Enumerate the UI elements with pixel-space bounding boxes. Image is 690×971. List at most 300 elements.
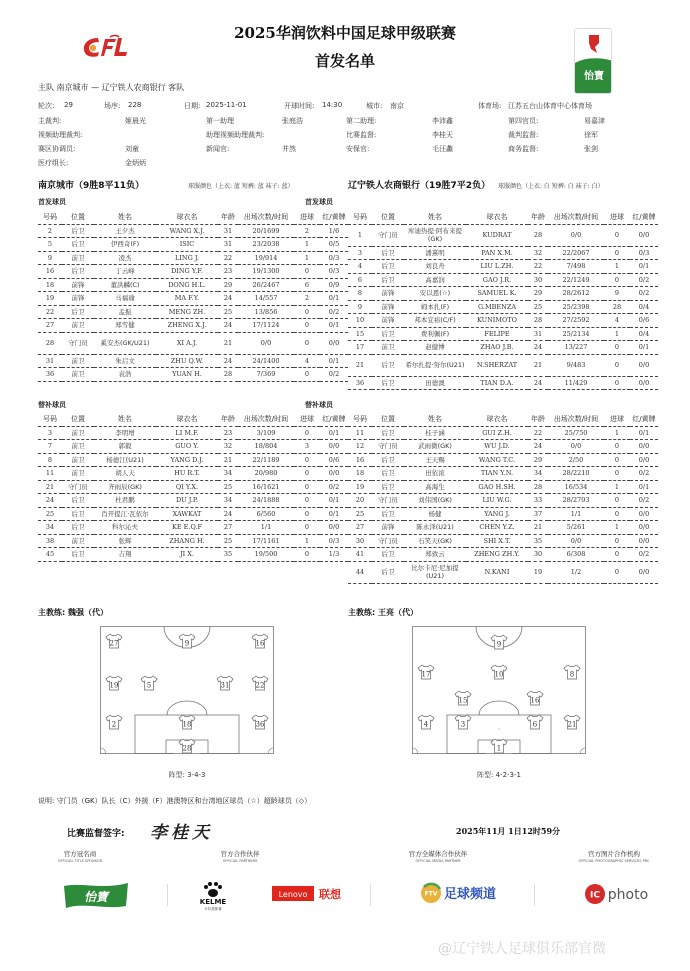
player-shirt-name: JI X. bbox=[156, 548, 218, 562]
away-team-record: （19胜7平2负） bbox=[420, 181, 491, 191]
player-age: 22 bbox=[218, 251, 238, 265]
player-apps: 26/2467 bbox=[238, 278, 294, 292]
player-shirt-number: 22 bbox=[255, 681, 265, 690]
signature-time: 2025年11月 1日12时59分 bbox=[456, 826, 561, 836]
player-cards: 0/2 bbox=[630, 287, 658, 301]
player-apps: 24/1400 bbox=[238, 354, 294, 368]
official-label: 商务监督: bbox=[508, 145, 539, 153]
player-shirt-name: CHEN Y.Z. bbox=[466, 521, 528, 535]
player-cards: 0/0 bbox=[630, 507, 658, 521]
home-formation: 阵型: 3-4-3 bbox=[168, 771, 206, 779]
player-age: 29 bbox=[528, 453, 548, 467]
player-name: 郑致云 bbox=[404, 548, 466, 562]
partner-sub-partners: OFFICIAL PARTNERS bbox=[222, 859, 258, 863]
player-age: 24 bbox=[528, 376, 548, 390]
player-age: 35 bbox=[218, 548, 238, 562]
player-position: 后卫 bbox=[372, 246, 404, 260]
player-position: 前卫 bbox=[62, 534, 94, 548]
player-position: 后卫 bbox=[372, 273, 404, 287]
player-name: 胡人天 bbox=[94, 467, 156, 481]
player-goals: 0 bbox=[604, 224, 630, 246]
player-number: 27 bbox=[348, 521, 372, 535]
player-row bbox=[348, 534, 658, 548]
player-row bbox=[38, 265, 348, 279]
player-goals: 3 bbox=[294, 440, 320, 454]
player-shirt-number: 9 bbox=[184, 639, 190, 648]
player-name: 赵健博 bbox=[404, 341, 466, 355]
player-shirt-name: WANG X.J. bbox=[156, 224, 218, 238]
player-cards: 1/3 bbox=[320, 548, 348, 562]
col-name: 姓名 bbox=[94, 413, 156, 426]
player-apps: 28/2210 bbox=[548, 467, 604, 481]
player-name: 李明增 bbox=[94, 426, 156, 440]
player-shirt-number: 3 bbox=[460, 720, 466, 729]
player-name: 马福瑜 bbox=[94, 292, 156, 306]
col-age: 年龄 bbox=[218, 413, 238, 426]
player-name: 王天赐 bbox=[404, 453, 466, 467]
player-age: 25 bbox=[528, 300, 548, 314]
player-shirt-name: KUDRAT bbox=[466, 224, 528, 246]
player-number: 16 bbox=[38, 265, 62, 279]
player-number: 11 bbox=[38, 467, 62, 481]
player-shirt-name: XI A.J. bbox=[156, 332, 218, 354]
player-age: 22 bbox=[528, 260, 548, 274]
player-row bbox=[348, 260, 658, 274]
player-shirt-number: 17 bbox=[421, 670, 431, 679]
player-age: 34 bbox=[218, 494, 238, 508]
player-apps: 24/1888 bbox=[238, 494, 294, 508]
player-age: 28 bbox=[528, 480, 548, 494]
player-apps: 0/0 bbox=[548, 224, 604, 246]
player-goals: 1 bbox=[294, 251, 320, 265]
player-age: 30 bbox=[528, 273, 548, 287]
player-age: 25 bbox=[218, 305, 238, 319]
player-row bbox=[38, 332, 348, 354]
match-no-value: 228 bbox=[128, 101, 142, 109]
player-shirt-name: N.KANI bbox=[466, 561, 528, 583]
player-position: 前卫 bbox=[62, 453, 94, 467]
col-position: 位置 bbox=[372, 211, 404, 224]
player-position: 前锋 bbox=[372, 300, 404, 314]
col-cards: 红/黄牌 bbox=[630, 211, 658, 224]
player-age: 21 bbox=[218, 332, 238, 354]
player-age: 32 bbox=[528, 246, 548, 260]
player-age: 22 bbox=[528, 426, 548, 440]
official-label: 第二助理: bbox=[346, 117, 377, 125]
player-apps: 28/2793 bbox=[548, 494, 604, 508]
player-name: 姆本扎(F) bbox=[404, 300, 466, 314]
player-apps: 1/1 bbox=[238, 521, 294, 535]
player-number: 25 bbox=[38, 507, 62, 521]
player-goals: 0 bbox=[294, 507, 320, 521]
player-apps: 7/498 bbox=[548, 260, 604, 274]
player-position: 后卫 bbox=[62, 305, 94, 319]
player-row bbox=[348, 376, 658, 390]
table-header-row bbox=[38, 211, 348, 224]
player-row bbox=[348, 548, 658, 562]
player-apps: 22/1249 bbox=[548, 273, 604, 287]
official-value: 井然 bbox=[282, 145, 296, 153]
player-row bbox=[348, 561, 658, 583]
player-number: 38 bbox=[38, 534, 62, 548]
player-position: 前卫 bbox=[372, 341, 404, 355]
player-cards: 0/0 bbox=[630, 521, 658, 535]
player-name: 杨德江(U21) bbox=[94, 453, 156, 467]
player-number: 20 bbox=[348, 494, 372, 508]
col-name: 姓名 bbox=[404, 211, 466, 224]
col-apps: 出场次数/时间 bbox=[238, 413, 294, 426]
official-value: 张剑 bbox=[584, 145, 598, 153]
player-age: 34 bbox=[218, 467, 238, 481]
icphoto-logo-ic: IC bbox=[590, 890, 600, 901]
player-shirt-name: PAN X.M. bbox=[466, 246, 528, 260]
player-number: 3 bbox=[38, 426, 62, 440]
home-coach: 主教练: 魏强（代） bbox=[38, 608, 108, 617]
col-position: 位置 bbox=[372, 413, 404, 426]
col-goals: 进球 bbox=[604, 211, 630, 224]
away-starters-table bbox=[348, 211, 658, 390]
player-apps: 16/534 bbox=[548, 480, 604, 494]
player-apps: 5/261 bbox=[548, 521, 604, 535]
player-goals: 4 bbox=[294, 354, 320, 368]
sponsor-logo bbox=[574, 28, 612, 94]
col-position: 位置 bbox=[62, 211, 94, 224]
player-shirt-name: HU R.T. bbox=[156, 467, 218, 481]
logo-divider bbox=[534, 884, 535, 906]
lenovo-logo-cn: 联想 bbox=[319, 888, 341, 901]
player-position: 守门员 bbox=[62, 332, 94, 354]
player-position: 后卫 bbox=[372, 467, 404, 481]
player-goals: 1 bbox=[604, 260, 630, 274]
player-shirt-name: TIAN D.A. bbox=[466, 376, 528, 390]
official-value: 金炳炳 bbox=[125, 159, 146, 167]
player-position: 前锋 bbox=[372, 314, 404, 328]
home-starters-table bbox=[38, 211, 348, 382]
player-name: 希尔扎提·努尔(U21) bbox=[404, 354, 466, 376]
player-apps: 22/1189 bbox=[238, 453, 294, 467]
player-name: 高海生 bbox=[404, 480, 466, 494]
player-row bbox=[348, 453, 658, 467]
player-apps: 13/856 bbox=[238, 305, 294, 319]
col-number: 号码 bbox=[348, 211, 372, 224]
player-position: 前卫 bbox=[62, 368, 94, 382]
player-row bbox=[38, 534, 348, 548]
player-shirt-number: 31 bbox=[220, 681, 230, 690]
player-name: 袁浩 bbox=[94, 368, 156, 382]
player-age: 24 bbox=[218, 507, 238, 521]
player-age: 34 bbox=[528, 467, 548, 481]
player-number: 11 bbox=[348, 426, 372, 440]
teams-line: 主队 南京城市 — 辽宁铁人农商银行 客队 bbox=[38, 83, 185, 92]
player-cards: 0/0 bbox=[630, 224, 658, 246]
player-number: 36 bbox=[38, 368, 62, 382]
player-shirt-name: YANG D.J. bbox=[156, 453, 218, 467]
player-position: 前卫 bbox=[62, 467, 94, 481]
player-shirt-name: ZHENG X.J. bbox=[156, 319, 218, 333]
col-position: 位置 bbox=[62, 413, 94, 426]
player-row bbox=[348, 521, 658, 535]
player-age: 24 bbox=[528, 341, 548, 355]
player-number: 21 bbox=[38, 480, 62, 494]
player-shirt-name: WANG T.C. bbox=[466, 453, 528, 467]
player-cards: 0/3 bbox=[320, 251, 348, 265]
player-number: 25 bbox=[348, 507, 372, 521]
player-goals: 0 bbox=[604, 246, 630, 260]
player-position: 守门员 bbox=[372, 534, 404, 548]
player-goals: 0 bbox=[604, 273, 630, 287]
player-cards: 0/1 bbox=[320, 319, 348, 333]
player-row bbox=[348, 354, 658, 376]
player-cards: 0/0 bbox=[630, 440, 658, 454]
player-shirt-name: YANG J. bbox=[466, 507, 528, 521]
player-row bbox=[38, 453, 348, 467]
player-shirt-name: LING J. bbox=[156, 251, 218, 265]
col-cards: 红/黄牌 bbox=[630, 413, 658, 426]
player-cards: 0/1 bbox=[630, 426, 658, 440]
player-goals: 0 bbox=[294, 467, 320, 481]
supervisor-signature: 李桂天 bbox=[150, 823, 213, 843]
player-shirt-name: LIU W.G. bbox=[466, 494, 528, 508]
player-apps: 9/483 bbox=[548, 354, 604, 376]
player-cards: 0/0 bbox=[630, 354, 658, 376]
player-goals: 0 bbox=[604, 440, 630, 454]
official-label: 助理视频助理裁判: bbox=[206, 131, 265, 139]
player-apps: 28/2612 bbox=[548, 287, 604, 301]
player-row bbox=[348, 300, 658, 314]
player-goals: 0 bbox=[604, 534, 630, 548]
player-row bbox=[348, 246, 658, 260]
player-name: 安以恩(☆) bbox=[404, 287, 466, 301]
player-position: 后卫 bbox=[372, 426, 404, 440]
player-goals: 0 bbox=[294, 521, 320, 535]
player-name: 桂子涵 bbox=[404, 426, 466, 440]
player-number: 22 bbox=[38, 305, 62, 319]
player-position: 后卫 bbox=[62, 265, 94, 279]
player-position: 守门员 bbox=[372, 494, 404, 508]
player-goals: 0 bbox=[604, 354, 630, 376]
player-number: 15 bbox=[348, 327, 372, 341]
player-shirt-name: LI M.F. bbox=[156, 426, 218, 440]
player-position: 后卫 bbox=[372, 480, 404, 494]
player-cards: 0/6 bbox=[320, 453, 348, 467]
player-cards: 0/2 bbox=[320, 368, 348, 382]
away-subs-table bbox=[348, 413, 658, 584]
date-value: 2025-11-01 bbox=[206, 101, 247, 109]
player-shirt-name: SAMUEL K. bbox=[466, 287, 528, 301]
official-label: 比赛监督: bbox=[346, 131, 377, 139]
player-cards: 0/2 bbox=[320, 480, 348, 494]
player-age: 24 bbox=[218, 354, 238, 368]
player-position: 前锋 bbox=[62, 278, 94, 292]
player-row bbox=[38, 426, 348, 440]
player-shirt-number: 36 bbox=[255, 720, 265, 729]
player-apps: 19/1300 bbox=[238, 265, 294, 279]
player-cards: 0/2 bbox=[630, 467, 658, 481]
home-subs-label: 替补球员 bbox=[38, 401, 66, 409]
col-shirt-name: 球衣名 bbox=[466, 211, 528, 224]
player-goals: 0 bbox=[294, 480, 320, 494]
away-team-header bbox=[348, 178, 490, 191]
player-age: 29 bbox=[528, 287, 548, 301]
partner-title-media: 官方全媒体合作伙伴 bbox=[408, 850, 468, 858]
player-cards: 0/0 bbox=[630, 376, 658, 390]
player-number: 9 bbox=[348, 300, 372, 314]
home-pitch bbox=[100, 626, 274, 754]
player-apps: 7/369 bbox=[238, 368, 294, 382]
player-cards: 0/2 bbox=[630, 548, 658, 562]
player-apps: 25/2398 bbox=[548, 300, 604, 314]
col-shirt-name: 球衣名 bbox=[156, 413, 218, 426]
official-value: 刘童 bbox=[125, 145, 139, 153]
kelme-logo-sub: 卡尔美体育 bbox=[204, 907, 222, 911]
player-shirt-name: GAO J.R. bbox=[466, 273, 528, 287]
player-position: 前卫 bbox=[62, 354, 94, 368]
partner-title-sponsor: 官方冠名商 bbox=[63, 850, 97, 858]
player-goals: 6 bbox=[294, 278, 320, 292]
player-row bbox=[348, 273, 658, 287]
player-name: 齐雨辰(GK) bbox=[94, 480, 156, 494]
player-shirt-number: 16 bbox=[530, 696, 540, 705]
player-apps: 19/500 bbox=[238, 548, 294, 562]
player-row bbox=[348, 327, 658, 341]
home-team-record: （9胜8平11负） bbox=[74, 181, 145, 191]
col-goals: 进球 bbox=[294, 413, 320, 426]
player-apps: 17/1124 bbox=[238, 319, 294, 333]
player-position: 后卫 bbox=[372, 561, 404, 583]
player-row bbox=[348, 224, 658, 246]
partner-sub-sponsor: OFFICIAL TITLE SPONSOR bbox=[57, 859, 103, 863]
player-cards: 0/6 bbox=[630, 314, 658, 328]
player-cards: 0/3 bbox=[320, 534, 348, 548]
player-name: 杜君鹏 bbox=[94, 494, 156, 508]
signature-label: 比赛监督签字: bbox=[67, 829, 125, 839]
official-value: 毛汪蠡 bbox=[432, 145, 453, 153]
player-row bbox=[348, 314, 658, 328]
player-age: 25 bbox=[218, 480, 238, 494]
player-row bbox=[38, 368, 348, 382]
player-goals: 1 bbox=[604, 480, 630, 494]
player-age: 23 bbox=[218, 426, 238, 440]
player-row bbox=[38, 354, 348, 368]
col-apps: 出场次数/时间 bbox=[548, 211, 604, 224]
col-name: 姓名 bbox=[94, 211, 156, 224]
player-cards: 0/0 bbox=[320, 440, 348, 454]
away-team-name: 辽宁铁人农商银行 bbox=[348, 181, 421, 191]
player-number: 7 bbox=[38, 440, 62, 454]
official-value: 李沛鑫 bbox=[432, 117, 453, 125]
player-position: 守门员 bbox=[62, 480, 94, 494]
away-subs-label: 替补球员 bbox=[305, 401, 333, 409]
player-apps: 27/2592 bbox=[548, 314, 604, 328]
player-row bbox=[348, 426, 658, 440]
player-position: 前卫 bbox=[62, 251, 94, 265]
player-name: 张辉 bbox=[94, 534, 156, 548]
player-goals: 1 bbox=[604, 327, 630, 341]
player-shirt-name: YUAN H. bbox=[156, 368, 218, 382]
official-label: 裁判监督: bbox=[508, 131, 539, 139]
player-number: 28 bbox=[38, 332, 62, 354]
player-row bbox=[38, 238, 348, 252]
player-row bbox=[348, 341, 658, 355]
player-position: 后卫 bbox=[62, 238, 94, 252]
player-cards: 0/1 bbox=[320, 354, 348, 368]
player-name: 郑雪健 bbox=[94, 319, 156, 333]
player-shirt-number: 1 bbox=[496, 744, 502, 753]
player-position: 前锋 bbox=[372, 521, 404, 535]
player-row bbox=[38, 480, 348, 494]
player-position: 后卫 bbox=[372, 507, 404, 521]
player-name: 王夕杰 bbox=[94, 224, 156, 238]
home-team-header bbox=[38, 178, 144, 191]
col-goals: 进球 bbox=[604, 413, 630, 426]
match-no-label: 场序: bbox=[104, 102, 121, 110]
player-row bbox=[38, 521, 348, 535]
player-cards: 0/4 bbox=[630, 327, 658, 341]
player-row bbox=[38, 507, 348, 521]
player-row bbox=[348, 494, 658, 508]
player-name: 田依浓 bbox=[404, 467, 466, 481]
player-number: 27 bbox=[38, 319, 62, 333]
player-shirt-name: GAO H.SH. bbox=[466, 480, 528, 494]
yibao-logo bbox=[62, 880, 130, 910]
player-age: 19 bbox=[528, 561, 548, 583]
away-coach: 主教练: 王亮（代） bbox=[348, 608, 418, 617]
player-position: 后卫 bbox=[372, 453, 404, 467]
col-number: 号码 bbox=[38, 211, 62, 224]
player-shirt-name: ZHU Q.W. bbox=[156, 354, 218, 368]
player-number: 4 bbox=[348, 260, 372, 274]
col-cards: 红/黄牌 bbox=[320, 211, 348, 224]
lenovo-logo-text: Lenovo bbox=[278, 890, 308, 899]
player-age: 30 bbox=[528, 548, 548, 562]
player-cards: 0/1 bbox=[320, 426, 348, 440]
player-age: 23 bbox=[218, 265, 238, 279]
player-age: 28 bbox=[528, 314, 548, 328]
player-age: 31 bbox=[218, 224, 238, 238]
player-cards: 0/2 bbox=[630, 273, 658, 287]
player-shirt-number: 15 bbox=[458, 696, 468, 705]
player-cards: 0/0 bbox=[320, 521, 348, 535]
player-cards: 0/1 bbox=[320, 494, 348, 508]
player-row bbox=[38, 467, 348, 481]
official-value: 徐军 bbox=[584, 131, 598, 139]
player-shirt-name: GUI Z.H. bbox=[466, 426, 528, 440]
player-name: 伊西奇(F) bbox=[94, 238, 156, 252]
away-kit-colors: 球服颜色（上衣: 白 短裤: 白 袜子: 白） bbox=[498, 183, 604, 190]
player-number: 2 bbox=[38, 224, 62, 238]
player-shirt-number: 18 bbox=[182, 720, 192, 729]
player-cards: 0/4 bbox=[630, 300, 658, 314]
player-shirt-name: SHI X.T. bbox=[466, 534, 528, 548]
player-shirt-name: WU J.D. bbox=[466, 440, 528, 454]
legend-note: 说明: 守门员（GK）队长（C）外援（F）港澳特区和台湾地区球员（☆）超龄球员（◇） bbox=[38, 797, 312, 805]
table-header-row bbox=[38, 413, 348, 426]
col-goals: 进球 bbox=[294, 211, 320, 224]
away-pitch bbox=[412, 626, 586, 754]
player-goals: 1 bbox=[294, 534, 320, 548]
ftv-logo bbox=[420, 881, 500, 905]
player-number: 16 bbox=[348, 453, 372, 467]
col-shirt-name: 球衣名 bbox=[466, 413, 528, 426]
player-age: 24 bbox=[528, 440, 548, 454]
player-number: 9 bbox=[38, 251, 62, 265]
player-position: 后卫 bbox=[372, 376, 404, 390]
player-position: 前卫 bbox=[62, 440, 94, 454]
player-position: 后卫 bbox=[62, 507, 94, 521]
player-row bbox=[38, 278, 348, 292]
player-cards: 0/1 bbox=[630, 260, 658, 274]
player-goals: 0 bbox=[294, 319, 320, 333]
